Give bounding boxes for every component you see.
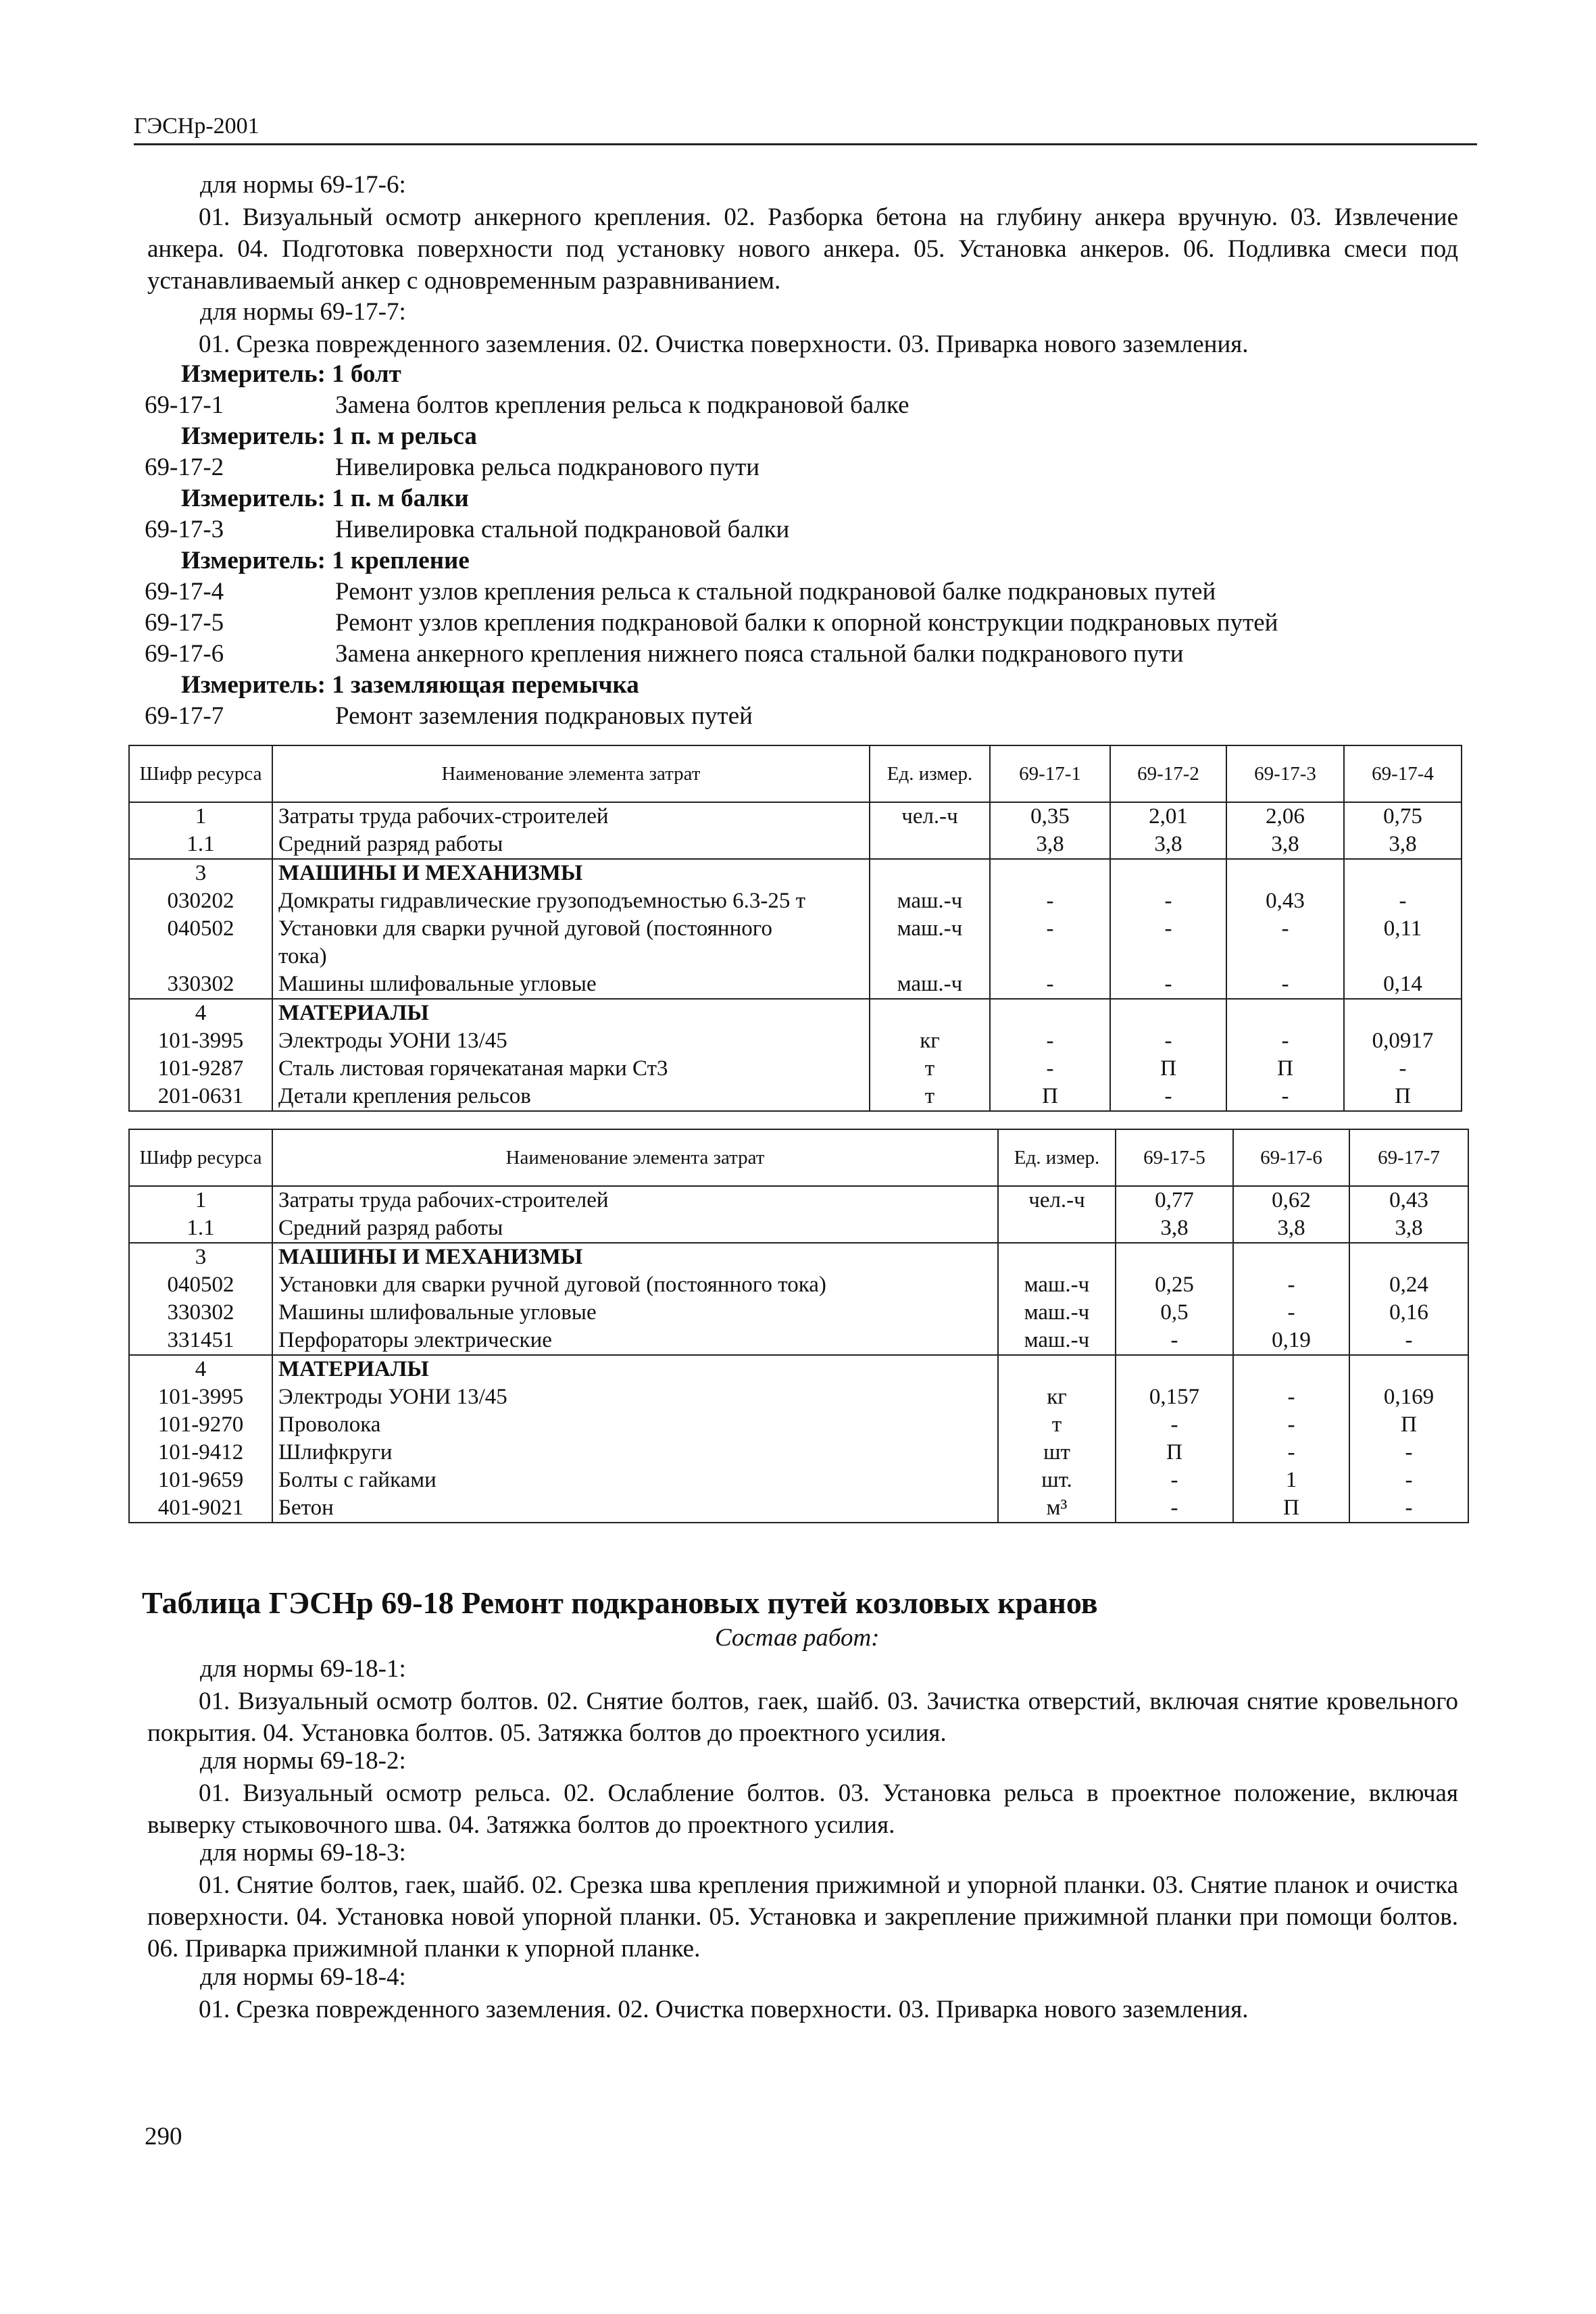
cell-value: 0,16 xyxy=(1349,1299,1468,1327)
cell-unit: маш.-ч xyxy=(870,915,990,943)
cell-value: 3,8 xyxy=(1226,831,1344,859)
cell-group-name: МАТЕРИАЛЫ xyxy=(272,999,870,1027)
cell-value: - xyxy=(1226,1083,1344,1111)
cell-value: - xyxy=(990,1055,1110,1083)
table-row xyxy=(129,802,1462,831)
cell-code: 401-9021 xyxy=(129,1494,272,1523)
cell-value: - xyxy=(990,915,1110,943)
table-row xyxy=(129,1186,1468,1214)
cell-name: Домкраты гидравлические грузоподъемностью 6.3-25 т xyxy=(272,887,870,915)
measure-label: Измеритель: 1 п. м рельса xyxy=(181,422,477,450)
norm-label-69-17-7: для нормы 69-17-7: xyxy=(200,298,406,326)
cell-code: 101-9412 xyxy=(129,1439,272,1467)
cell-value: - xyxy=(1344,887,1462,915)
norm-label-69-18-3: для нормы 69-18-3: xyxy=(200,1839,406,1867)
norm-row xyxy=(145,608,1278,637)
norm-name: Замена анкерного крепления нижнего пояса стальной балки подкранового пути xyxy=(335,640,1184,668)
norm-label-69-17-6: для нормы 69-17-6: xyxy=(200,171,406,199)
cell-code: 4 xyxy=(129,999,272,1027)
cell-value: П xyxy=(1116,1439,1233,1467)
work-description-69-18-4: 01. Срезка поврежденного заземления. 02. Очистка поверхности. 03. Приварка нового заземления. xyxy=(199,1996,1249,2023)
cell-value: - xyxy=(1110,1083,1226,1111)
cell-name: Детали крепления рельсов xyxy=(272,1083,870,1111)
cell-code: 4 xyxy=(129,1355,272,1383)
cell-unit: маш.-ч xyxy=(998,1299,1116,1327)
norm-code: 69-17-4 xyxy=(145,578,224,606)
table-row xyxy=(129,915,1462,943)
table-header xyxy=(129,1129,1468,1186)
header-cell: 69-17-2 xyxy=(1110,745,1226,802)
cell-value: - xyxy=(1226,915,1344,943)
cell-value: 3,8 xyxy=(1110,831,1226,859)
table-row xyxy=(129,1083,1462,1111)
cell-unit xyxy=(870,831,990,859)
cell-value: - xyxy=(1226,1027,1344,1055)
norm-row xyxy=(145,577,1216,606)
norm-name: Ремонт заземления подкрановых путей xyxy=(335,702,753,730)
cell-value: 0,77 xyxy=(1116,1186,1233,1214)
cell-unit: чел.-ч xyxy=(998,1186,1116,1214)
norm-name: Ремонт узлов крепления рельса к стальной подкрановой балке подкрановых путей xyxy=(335,578,1216,606)
cell-value: 0,43 xyxy=(1349,1186,1468,1214)
table-row-continuation xyxy=(129,943,1462,970)
cell-name: Проволока xyxy=(272,1411,998,1439)
cell-value: - xyxy=(1116,1494,1233,1523)
cell-value: - xyxy=(990,970,1110,999)
header-cell: 69-17-1 xyxy=(990,745,1110,802)
work-description-69-18-1: 01. Визуальный осмотр болтов. 02. Снятие болтов, гаек, шайб. 03. Зачистка отверстий, включая снятие кровельного покрытия. 04. Установка болтов. 05. Затяжка болтов до проектного усилия. xyxy=(147,1688,1458,1747)
measure-label: Измеритель: 1 крепление xyxy=(181,547,470,574)
table-row xyxy=(129,1299,1468,1327)
cell-value: П xyxy=(1344,1083,1462,1111)
cell-value: 0,169 xyxy=(1349,1383,1468,1411)
cell-name: Сталь листовая горячекатаная марки Ст3 xyxy=(272,1055,870,1083)
header-cell: 69-17-4 xyxy=(1344,745,1462,802)
cell-name: Установки для сварки ручной дуговой (постоянного тока) xyxy=(272,1271,998,1299)
cell-unit: маш.-ч xyxy=(870,887,990,915)
cell-value: - xyxy=(1349,1467,1468,1494)
cell-value: - xyxy=(1116,1327,1233,1355)
norm-code: 69-17-6 xyxy=(145,640,224,668)
section-subtitle: Состав работ: xyxy=(715,1624,880,1652)
table-row xyxy=(129,970,1462,999)
cell-unit: маш.-ч xyxy=(998,1271,1116,1299)
cell-name: Электроды УОНИ 13/45 xyxy=(272,1383,998,1411)
cell-value: - xyxy=(1233,1271,1349,1299)
table-group-row xyxy=(129,859,1462,887)
cell-value: - xyxy=(1344,1055,1462,1083)
cell-value: 2,01 xyxy=(1110,802,1226,831)
cell-value: 3,8 xyxy=(990,831,1110,859)
norm-row xyxy=(145,701,753,731)
cell-unit: шт xyxy=(998,1439,1116,1467)
table-row xyxy=(129,1055,1462,1083)
norm-code: 69-17-7 xyxy=(145,702,224,730)
cell-name: Машины шлифовальные угловые xyxy=(272,1299,998,1327)
cell-code: 1 xyxy=(129,802,272,831)
table-row xyxy=(129,1271,1468,1299)
cell-value: - xyxy=(1110,915,1226,943)
cell-value: 3,8 xyxy=(1344,831,1462,859)
cell-unit: маш.-ч xyxy=(998,1327,1116,1355)
cell-code: 101-9287 xyxy=(129,1055,272,1083)
cell-value: 3,8 xyxy=(1349,1214,1468,1243)
norm-name: Замена болтов крепления рельса к подкрановой балке xyxy=(335,391,909,419)
cell-unit: м³ xyxy=(998,1494,1116,1523)
cell-value: 0,19 xyxy=(1233,1327,1349,1355)
header-cell: Шифр ресурса xyxy=(129,1129,272,1186)
cell-code: 101-3995 xyxy=(129,1027,272,1055)
cell-value: 0,157 xyxy=(1116,1383,1233,1411)
work-description-69-18-3: 01. Снятие болтов, гаек, шайб. 02. Срезка шва крепления прижимной и упорной планки. 03. Снятие планок и очистка поверхности. 04. Установка новой упорной планки. 05. Установка и закрепление прижимной планки при помощи болтов. 06. Приварка прижимной планки к упорной планке. xyxy=(147,1871,1458,1963)
cell-value: - xyxy=(1349,1439,1468,1467)
norm-label-69-18-1: для нормы 69-18-1: xyxy=(200,1655,406,1683)
cell-code: 101-3995 xyxy=(129,1383,272,1411)
cell-code: 330302 xyxy=(129,970,272,999)
cell-value: 3,8 xyxy=(1116,1214,1233,1243)
resource-table-1 xyxy=(128,745,1462,1112)
cell-value: - xyxy=(1110,887,1226,915)
header-cell: Шифр ресурса xyxy=(129,745,272,802)
norm-code: 69-17-1 xyxy=(145,391,224,419)
cell-value: 0,62 xyxy=(1233,1186,1349,1214)
norm-code: 69-17-3 xyxy=(145,516,224,543)
cell-code: 331451 xyxy=(129,1327,272,1355)
measure-label: Измеритель: 1 болт xyxy=(181,360,401,388)
norm-row xyxy=(145,515,789,544)
cell-name: Затраты труда рабочих-строителей xyxy=(272,802,870,831)
work-description-69-18-2: 01. Визуальный осмотр рельса. 02. Ослабление болтов. 03. Установка рельса в проектное положение, включая выверку стыковочного шва. 04. Затяжка болтов до проектного усилия. xyxy=(147,1779,1458,1839)
header-cell: 69-17-7 xyxy=(1349,1129,1468,1186)
cell-unit: т xyxy=(870,1055,990,1083)
header-cell: Наименование элемента затрат xyxy=(272,1129,998,1186)
header-cell: Ед. измер. xyxy=(998,1129,1116,1186)
header-cell: 69-17-6 xyxy=(1233,1129,1349,1186)
header-cell: 69-17-5 xyxy=(1116,1129,1233,1186)
cell-value: 0,75 xyxy=(1344,802,1462,831)
norm-code: 69-17-5 xyxy=(145,609,224,637)
norm-name: Нивелировка рельса подкранового пути xyxy=(335,453,760,481)
cell-value: П xyxy=(1110,1055,1226,1083)
cell-name: Болты с гайками xyxy=(272,1467,998,1494)
work-description-69-17-6: 01. Визуальный осмотр анкерного крепления. 02. Разборка бетона на глубину анкера вручную. 03. Извлечение анкера. 04. Подготовка поверхности под установку нового анкера. 05. Установка анкеров. 06. Подливка смеси под устанавливаемый анкер с одновременным разравниванием. xyxy=(147,203,1458,295)
cell-value: П xyxy=(1226,1055,1344,1083)
table-group-row xyxy=(129,999,1462,1027)
cell-value: 0,35 xyxy=(990,802,1110,831)
cell-unit: маш.-ч xyxy=(870,970,990,999)
cell-value: - xyxy=(1226,970,1344,999)
cell-value: 0,11 xyxy=(1344,915,1462,943)
cell-code: 101-9659 xyxy=(129,1467,272,1494)
cell-code: 3 xyxy=(129,1243,272,1271)
cell-value: - xyxy=(1233,1439,1349,1467)
cell-unit: т xyxy=(998,1411,1116,1439)
cell-value: 0,0917 xyxy=(1344,1027,1462,1055)
cell-code: 330302 xyxy=(129,1299,272,1327)
measure-label: Измеритель: 1 заземляющая перемычка xyxy=(181,671,639,699)
norm-name: Ремонт узлов крепления подкрановой балки к опорной конструкции подкрановых путей xyxy=(335,609,1278,637)
norm-name: Нивелировка стальной подкрановой балки xyxy=(335,516,790,543)
table-row xyxy=(129,1467,1468,1494)
measure-label: Измеритель: 1 п. м балки xyxy=(181,485,469,512)
cell-value: 0,25 xyxy=(1116,1271,1233,1299)
cell-value: - xyxy=(990,1027,1110,1055)
cell-value: 0,24 xyxy=(1349,1271,1468,1299)
table-group-row xyxy=(129,1243,1468,1271)
cell-unit: т xyxy=(870,1083,990,1111)
cell-value: 0,14 xyxy=(1344,970,1462,999)
cell-unit: чел.-ч xyxy=(870,802,990,831)
table-row xyxy=(129,1214,1468,1243)
cell-value: - xyxy=(1116,1467,1233,1494)
table-row xyxy=(129,1411,1468,1439)
cell-name: тока) xyxy=(272,943,870,970)
cell-name: Бетон xyxy=(272,1494,998,1523)
header-cell: 69-17-3 xyxy=(1226,745,1344,802)
cell-value: 0,43 xyxy=(1226,887,1344,915)
cell-unit: кг xyxy=(870,1027,990,1055)
table-row xyxy=(129,1327,1468,1355)
norm-label-69-18-4: для нормы 69-18-4: xyxy=(200,1963,406,1991)
norm-row xyxy=(145,453,759,482)
cell-code: 1.1 xyxy=(129,831,272,859)
cell-unit: кг xyxy=(998,1383,1116,1411)
cell-name: Средний разряд работы xyxy=(272,831,870,859)
cell-value: - xyxy=(1110,970,1226,999)
norm-row xyxy=(145,391,909,420)
cell-name: Электроды УОНИ 13/45 xyxy=(272,1027,870,1055)
norm-code: 69-17-2 xyxy=(145,453,224,481)
cell-name: Средний разряд работы xyxy=(272,1214,998,1243)
cell-value: П xyxy=(1349,1411,1468,1439)
cell-value: - xyxy=(1233,1411,1349,1439)
cell-name: Машины шлифовальные угловые xyxy=(272,970,870,999)
cell-code: 1.1 xyxy=(129,1214,272,1243)
cell-code: 201-0631 xyxy=(129,1083,272,1111)
cell-value: 3,8 xyxy=(1233,1214,1349,1243)
cell-group-name: МАШИНЫ И МЕХАНИЗМЫ xyxy=(272,859,870,887)
section-title: Таблица ГЭСНр 69-18 Ремонт подкрановых путей козловых кранов xyxy=(142,1585,1098,1620)
cell-unit xyxy=(998,1214,1116,1243)
table-row xyxy=(129,1439,1468,1467)
cell-value: - xyxy=(1110,1027,1226,1055)
table-row xyxy=(129,887,1462,915)
cell-group-name: МАШИНЫ И МЕХАНИЗМЫ xyxy=(272,1243,998,1271)
page-number: 290 xyxy=(145,2123,182,2150)
cell-value: - xyxy=(1349,1327,1468,1355)
cell-value: - xyxy=(1233,1299,1349,1327)
cell-value: 0,5 xyxy=(1116,1299,1233,1327)
header-rule xyxy=(134,143,1477,145)
cell-code: 040502 xyxy=(129,915,272,943)
cell-value: П xyxy=(990,1083,1110,1111)
header-cell: Ед. измер. xyxy=(870,745,990,802)
cell-name: Шлифкруги xyxy=(272,1439,998,1467)
cell-value: - xyxy=(1233,1383,1349,1411)
cell-code: 040502 xyxy=(129,1271,272,1299)
cell-code: 3 xyxy=(129,859,272,887)
norm-label-69-18-2: для нормы 69-18-2: xyxy=(200,1747,406,1775)
cell-value: - xyxy=(1349,1494,1468,1523)
table-row xyxy=(129,1383,1468,1411)
table-header xyxy=(129,745,1462,802)
table-row xyxy=(129,1494,1468,1523)
cell-value: - xyxy=(1116,1411,1233,1439)
cell-value: 1 xyxy=(1233,1467,1349,1494)
resource-table-2 xyxy=(128,1129,1469,1523)
cell-group-name: МАТЕРИАЛЫ xyxy=(272,1355,998,1383)
norm-row xyxy=(145,639,1184,668)
cell-code: 101-9270 xyxy=(129,1411,272,1439)
cell-code: 030202 xyxy=(129,887,272,915)
work-description-69-17-7: 01. Срезка поврежденного заземления. 02. Очистка поверхности. 03. Приварка нового заземления. xyxy=(199,330,1249,358)
cell-value: - xyxy=(990,887,1110,915)
page-header: ГЭСНр-2001 xyxy=(134,114,259,139)
cell-value: П xyxy=(1233,1494,1349,1523)
cell-name: Установки для сварки ручной дуговой (постоянного xyxy=(272,915,870,943)
table-group-row xyxy=(129,1355,1468,1383)
cell-unit: шт. xyxy=(998,1467,1116,1494)
cell-name: Перфораторы электрические xyxy=(272,1327,998,1355)
table-row xyxy=(129,831,1462,859)
cell-value: 2,06 xyxy=(1226,802,1344,831)
header-cell: Наименование элемента затрат xyxy=(272,745,870,802)
table-row xyxy=(129,1027,1462,1055)
cell-name: Затраты труда рабочих-строителей xyxy=(272,1186,998,1214)
cell-code: 1 xyxy=(129,1186,272,1214)
